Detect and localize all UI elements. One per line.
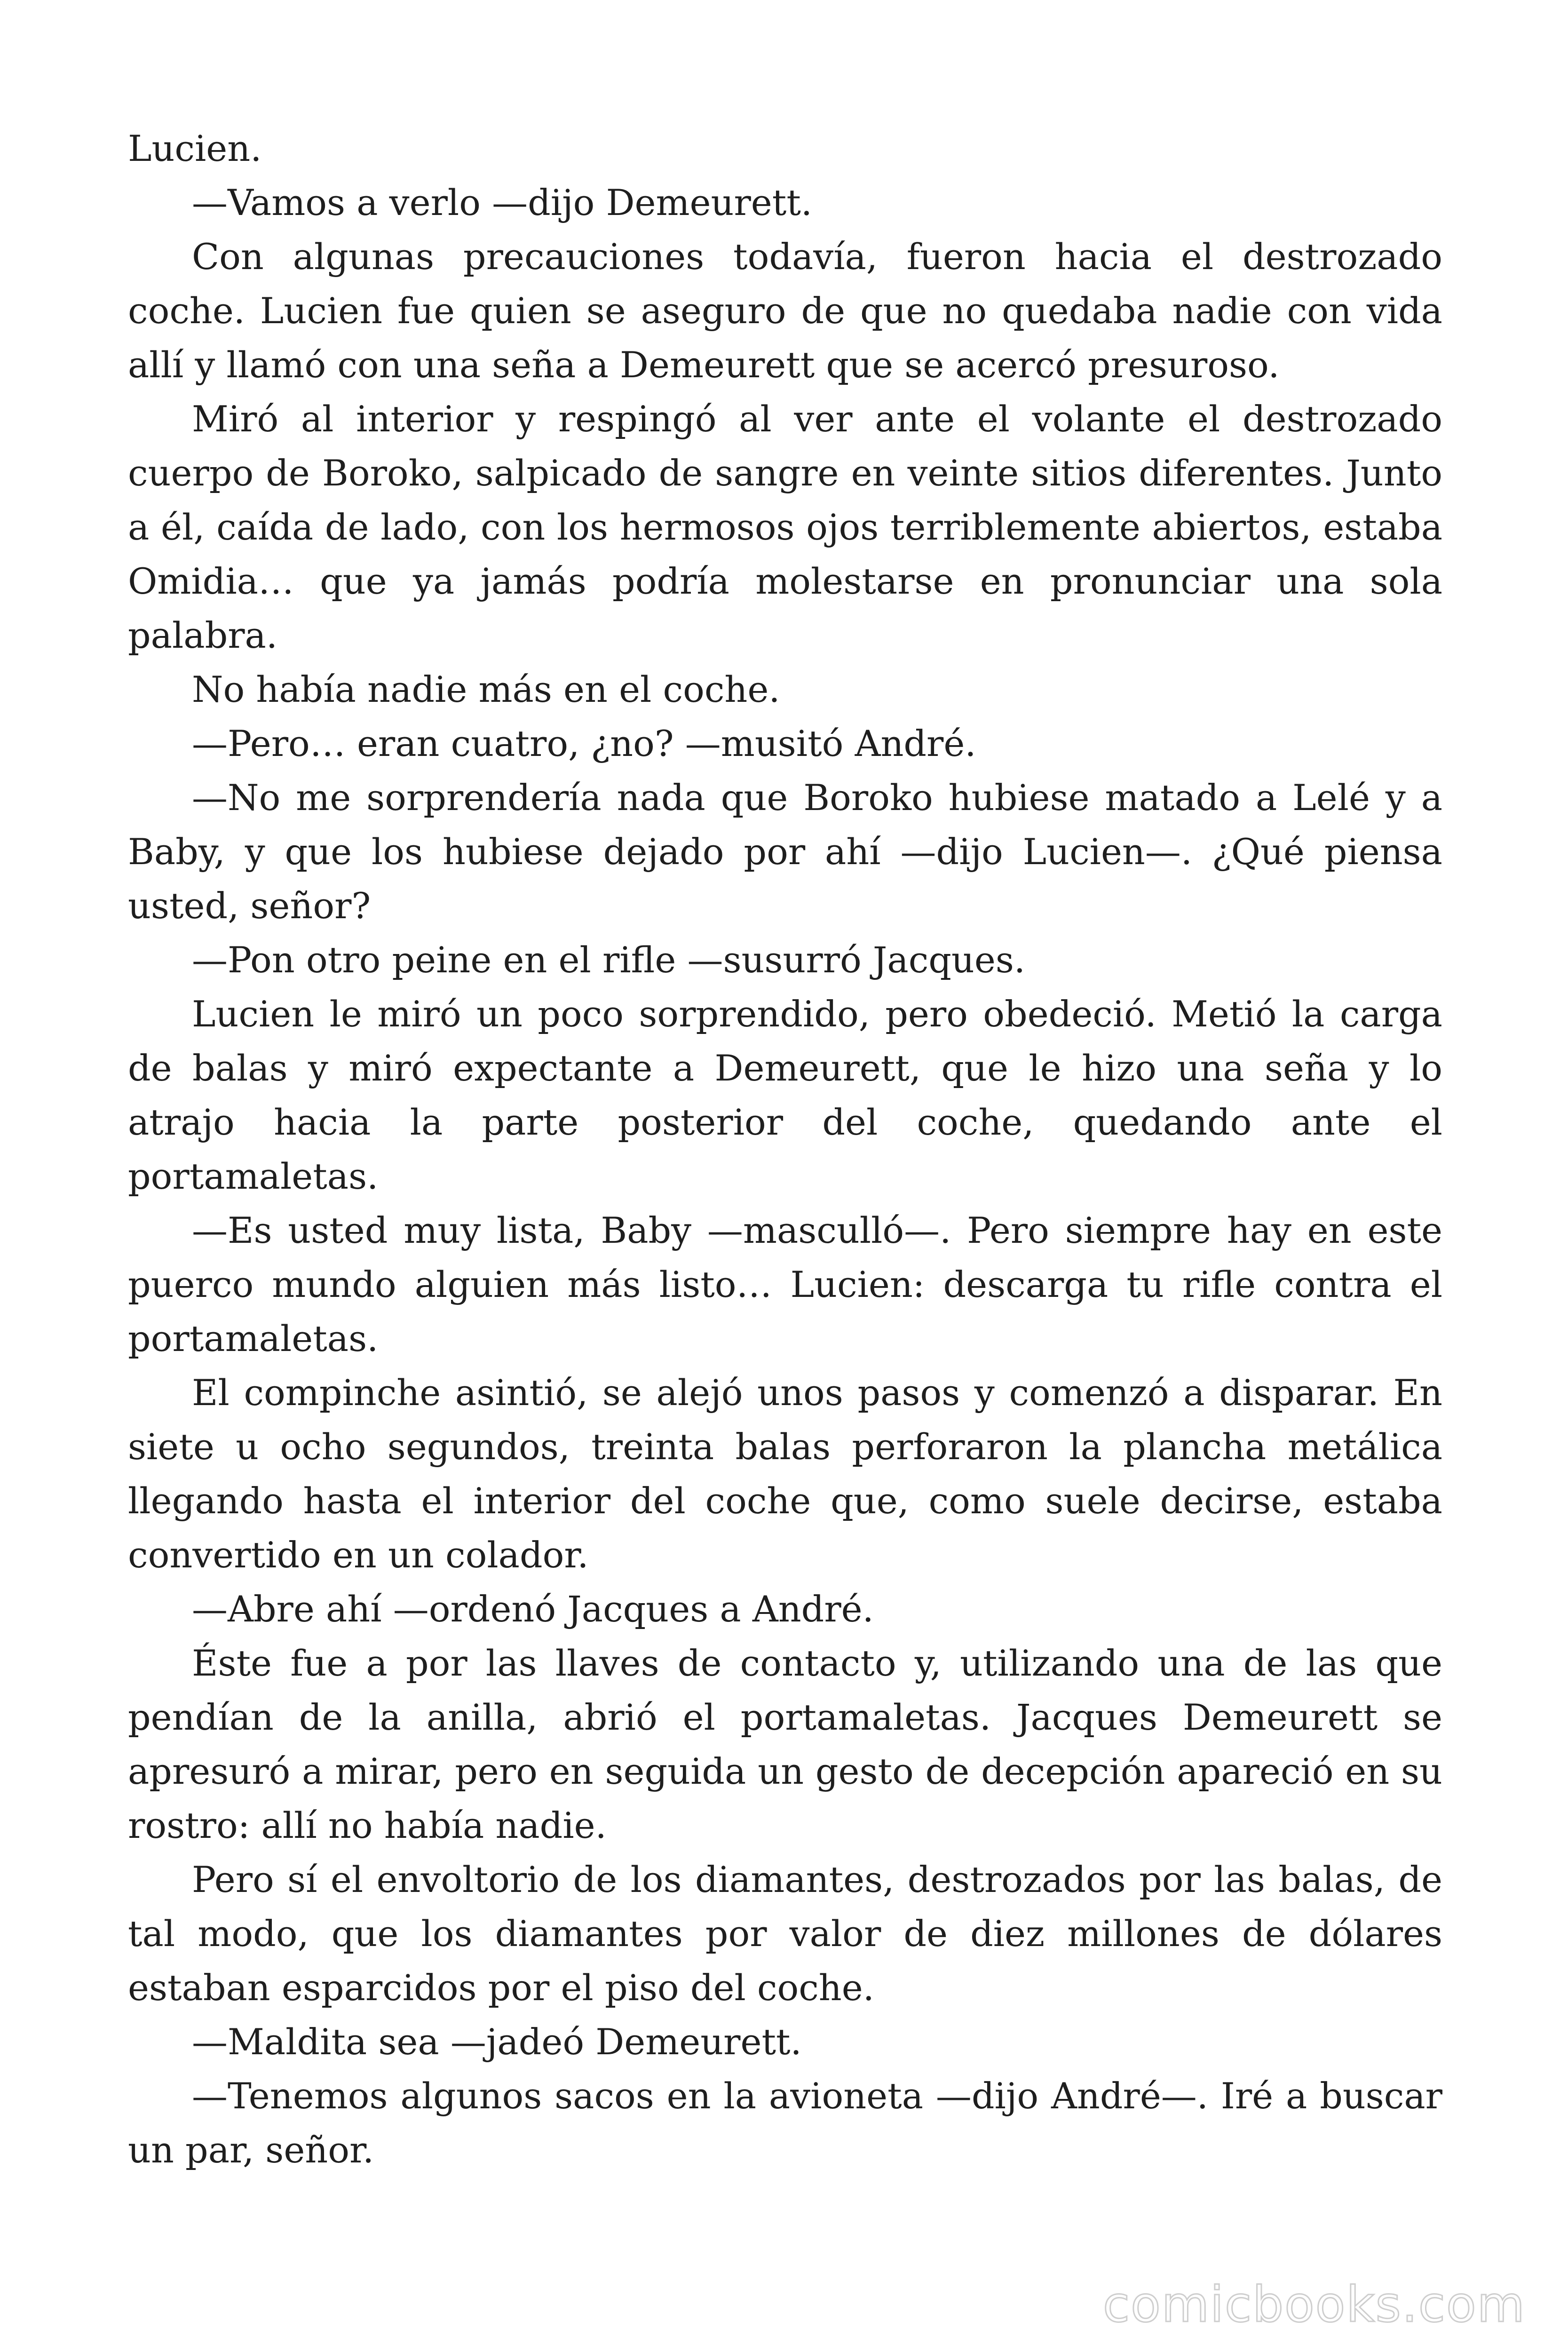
paragraph: —Vamos a verlo —dijo Demeurett. [192,182,813,223]
paragraph: No había nadie más en el coche. [192,668,780,710]
paragraph: Lucien. [128,127,262,169]
paragraph: —Pero… eran cuatro, ¿no? —musitó André. [192,723,976,764]
paragraph: —No me sorprendería nada que Boroko hubiese matado a Lelé y a Baby, y que los hubiese dejado por ahí —dijo Lucien—. ¿Qué piensa usted, señor? [128,777,1442,927]
paragraph: —Tenemos algunos sacos en la avioneta —dijo André—. Iré a buscar un par, señor. [128,2075,1442,2171]
paragraph: Éste fue a por las llaves de contacto y, utilizando una de las que pendían de la anilla, abrió el portamaletas. Jacques Demeurett se apresuró a mirar, pero en seguida un gesto de decepción apareció en su rostro: allí no había nadie. [128,1642,1442,1846]
book-page-text [128,121,1442,2177]
paragraph: —Es usted muy lista, Baby —masculló—. Pero siempre hay en este puerco mundo alguien más listo… Lucien: descarga tu rifle contra el portamaletas. [128,1209,1442,1359]
paragraph: —Maldita sea —jadeó Demeurett. [192,2021,802,2063]
paragraph: Con algunas precauciones todavía, fueron hacia el destrozado coche. Lucien fue quien se aseguro de que no quedaba nadie con vida allí y llamó con una seña a Demeurett que se acercó presuroso. [128,236,1442,386]
paragraph: —Abre ahí —ordenó Jacques a André. [192,1588,874,1630]
paragraph: Miró al interior y respingó al ver ante el volante el destrozado cuerpo de Boroko, salpicado de sangre en veinte sitios diferentes. Junto a él, caída de lado, con los hermosos ojos terriblemente abiertos, estaba Omidia… que ya jamás podría molestarse en pronunciar una sola palabra. [128,398,1442,656]
paragraph: Lucien le miró un poco sorprendido, pero obedeció. Metió la carga de balas y miró expectante a Demeurett, que le hizo una seña y lo atrajo hacia la parte posterior del coche, quedando ante el portamaletas. [128,993,1442,1197]
paragraph: El compinche asintió, se alejó unos pasos y comenzó a disparar. En siete u ocho segundos, treinta balas perforaron la plancha metálica llegando hasta el interior del coche que, como suele decirse, estaba convertido en un colador. [128,1372,1442,1576]
paragraph: Pero sí el envoltorio de los diamantes, destrozados por las balas, de tal modo, que los diamantes por valor de diez millones de dólares estaban esparcidos por el piso del coche. [128,1859,1442,2009]
paragraph: —Pon otro peine en el rifle —susurró Jacques. [192,939,1026,981]
watermark: comicbooks.com [1102,2276,1526,2333]
